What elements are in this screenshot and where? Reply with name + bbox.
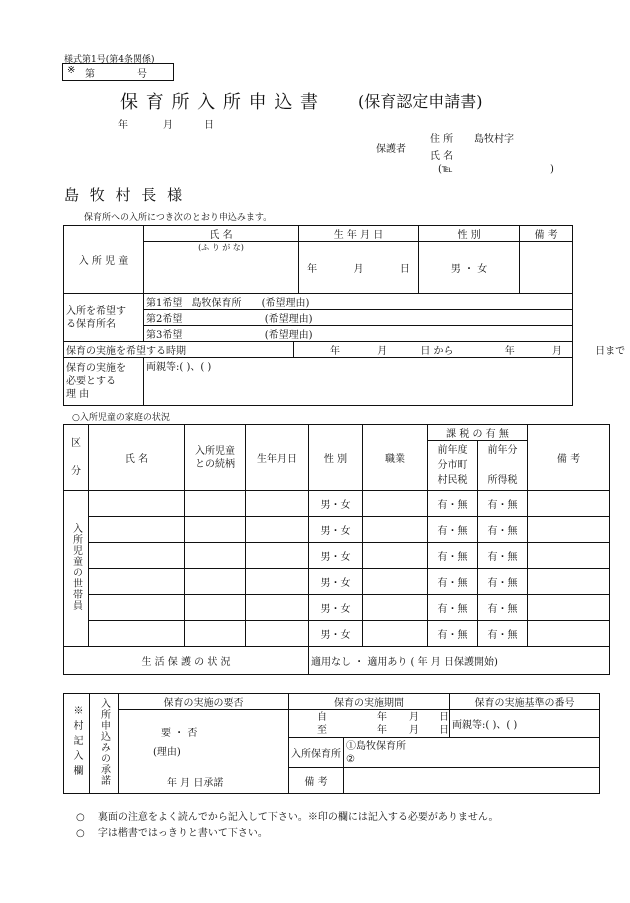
- period-from-month: 月: [377, 346, 388, 357]
- period-m: 月: [409, 711, 419, 723]
- birth-year: 年: [307, 264, 318, 275]
- footnote-text: 裏面の注意をよく読んでから記入して下さい。※印の欄には記入する必要がありません。: [97, 812, 499, 823]
- hh-job-cell[interactable]: [363, 595, 428, 621]
- hh-sex-cell[interactable]: 男・女: [309, 543, 363, 569]
- hh-job-cell[interactable]: [363, 569, 428, 595]
- hh-sex-cell[interactable]: 男・女: [309, 569, 363, 595]
- choice-rank: 第1希望: [146, 298, 183, 309]
- facility-2: ②: [346, 753, 355, 765]
- receipt-number-box[interactable]: [62, 63, 174, 81]
- hh-muni-cell[interactable]: 有・無: [428, 491, 478, 517]
- hh-name-cell[interactable]: [89, 569, 185, 595]
- period-from-year: 年: [330, 346, 340, 357]
- hh-birth-cell[interactable]: [246, 621, 309, 647]
- preferred-choice-3[interactable]: [144, 326, 573, 342]
- village-side-label-text: ※村記入欄: [71, 704, 82, 780]
- date-month: 月: [163, 120, 173, 131]
- hh-birth-cell[interactable]: [246, 517, 309, 543]
- period-d: 日: [439, 711, 449, 723]
- child-birth-field[interactable]: [299, 242, 419, 294]
- hh-notes-cell[interactable]: [528, 595, 610, 621]
- child-row-label: 入 所 児 童: [64, 226, 144, 294]
- period-from-day: 日 から: [420, 346, 454, 357]
- child-notes-field[interactable]: [520, 242, 573, 294]
- hh-group-label: [64, 491, 89, 647]
- village-notes-label: 備 考: [289, 768, 344, 794]
- hh-relation-cell[interactable]: [185, 595, 246, 621]
- period-to-day: 日まで: [595, 346, 626, 357]
- hh-income-cell[interactable]: 有・無: [478, 543, 528, 569]
- hh-sex-cell[interactable]: 男・女: [309, 491, 363, 517]
- facility-label: 入所保育所: [289, 738, 344, 768]
- hh-notes-header: 備 考: [528, 425, 610, 491]
- footnote-1: [76, 808, 499, 823]
- hh-name-header: 氏 名: [89, 425, 185, 491]
- hh-name-cell[interactable]: [89, 621, 185, 647]
- receipt-mark: ※: [67, 65, 76, 76]
- receipt-number-label: 第: [85, 69, 95, 80]
- hh-notes-cell[interactable]: [528, 517, 610, 543]
- hh-birth-cell[interactable]: [246, 491, 309, 517]
- table-row: [64, 491, 610, 517]
- hh-division-header: 区 分: [64, 425, 89, 491]
- hh-relation-cell[interactable]: [185, 517, 246, 543]
- hh-name-cell[interactable]: [89, 595, 185, 621]
- table-row: [64, 621, 610, 647]
- hh-job-cell[interactable]: [363, 621, 428, 647]
- hh-relation-header: 入所児童 との続柄: [185, 425, 246, 491]
- date-day: 日: [204, 120, 214, 131]
- date-year: 年: [118, 120, 128, 131]
- child-birth-header: 生 年 月 日: [299, 226, 419, 242]
- hh-tax-header: 課 税 の 有 無: [428, 425, 528, 441]
- choice-name: 島牧保育所: [191, 298, 242, 309]
- hh-muni-cell[interactable]: 有・無: [428, 569, 478, 595]
- choice-reason: (希望理由): [261, 298, 310, 309]
- choice-reason: (希望理由): [264, 330, 313, 341]
- hh-income-cell[interactable]: 有・無: [478, 491, 528, 517]
- hh-relation-cell[interactable]: [185, 543, 246, 569]
- hh-income-cell[interactable]: 有・無: [478, 621, 528, 647]
- hh-muni-cell[interactable]: 有・無: [428, 595, 478, 621]
- table-row: [64, 517, 610, 543]
- period-to-month: 月: [551, 346, 562, 357]
- need-header: 保育の実施の要否: [119, 694, 289, 710]
- child-sex-header: 性 別: [419, 226, 520, 242]
- footnote-text: 字は楷書ではっきりと書いて下さい。: [97, 828, 268, 839]
- welfare-field[interactable]: 適用なし ・ 適用あり ( 年 月 日保護開始): [309, 647, 610, 675]
- village-use-table: [63, 693, 600, 794]
- reason-label-line3: 理 由: [66, 389, 90, 400]
- period-m: 月: [409, 724, 419, 736]
- period-header: 保育の実施期間: [289, 694, 450, 710]
- period-from: 自: [317, 711, 327, 723]
- hh-sex-header: 性 別: [309, 425, 363, 491]
- hh-income-cell[interactable]: 有・無: [478, 569, 528, 595]
- child-name-header: 氏 名: [144, 226, 299, 242]
- child-notes-header: 備 考: [520, 226, 573, 242]
- standard-field[interactable]: 両親等:( )、( ): [450, 710, 600, 738]
- birth-day: 日: [399, 264, 410, 275]
- child-sex-field[interactable]: 男 ・ 女: [419, 242, 520, 294]
- addressee: 島 牧 村 長 様: [64, 186, 186, 204]
- hh-income-cell[interactable]: 有・無: [478, 517, 528, 543]
- intro-text: 保育所への入所につき次のとおり申込みます。: [84, 213, 273, 223]
- reason-label-line1: 保育の実施を: [66, 363, 126, 374]
- preferred-choice-2[interactable]: [144, 310, 573, 326]
- table-row: [64, 543, 610, 569]
- hh-job-header: 職業: [363, 425, 428, 491]
- hh-name-cell[interactable]: [89, 491, 185, 517]
- reason-label-line2: 必要とする: [66, 376, 116, 387]
- hh-muni-cell[interactable]: 有・無: [428, 543, 478, 569]
- choice-rank: 第3希望: [146, 330, 183, 341]
- hh-sex-cell[interactable]: 男・女: [309, 595, 363, 621]
- guardian-address-label: 住 所: [430, 134, 454, 145]
- birth-month: 月: [353, 264, 364, 275]
- hh-birth-header: 生年月日: [246, 425, 309, 491]
- hh-birth-cell[interactable]: [246, 595, 309, 621]
- hh-birth-cell[interactable]: [246, 569, 309, 595]
- guardian-label: 保護者: [376, 144, 406, 155]
- hh-name-cell[interactable]: [89, 517, 185, 543]
- hh-birth-cell[interactable]: [246, 543, 309, 569]
- page-title: 保 育 所 入 所 申 込 書: [120, 92, 320, 113]
- hh-muni-cell[interactable]: 有・無: [428, 621, 478, 647]
- household-table: [63, 424, 610, 675]
- footnote-2: [76, 824, 268, 839]
- need-field[interactable]: [119, 710, 289, 794]
- hh-notes-cell[interactable]: [528, 491, 610, 517]
- reason-field[interactable]: 両親等:( )、( ): [144, 358, 573, 406]
- period-y: 年: [377, 724, 387, 736]
- application-table: [63, 225, 626, 406]
- standard-header: 保育の実施基準の番号: [450, 694, 600, 710]
- hh-name-cell[interactable]: [89, 543, 185, 569]
- hh-notes-cell[interactable]: [528, 621, 610, 647]
- hh-sex-cell[interactable]: 男・女: [309, 517, 363, 543]
- period-to-year: 年: [504, 346, 515, 357]
- village-notes-field[interactable]: [344, 768, 600, 794]
- guardian-address-value[interactable]: 島牧村字: [474, 134, 514, 145]
- facility-field[interactable]: [344, 738, 600, 768]
- hh-sex-cell[interactable]: 男・女: [309, 621, 363, 647]
- guardian-tel-open: (℡: [438, 164, 453, 175]
- footnote-mark: ○: [76, 828, 85, 839]
- guardian-tel-close: ): [550, 164, 554, 175]
- choice-reason: (希望理由): [264, 314, 313, 325]
- receipt-number-suffix: 号: [137, 69, 147, 80]
- facility-1: ①島牧保育所: [346, 740, 406, 752]
- hh-relation-cell[interactable]: [185, 491, 246, 517]
- preferred-label: [64, 294, 144, 342]
- hh-job-cell[interactable]: [363, 517, 428, 543]
- approval-label-text: 入所申込みの承諾: [98, 698, 110, 786]
- need-value: 要 ・ 否: [161, 728, 198, 739]
- reason-label: [64, 358, 144, 406]
- hh-notes-cell[interactable]: [528, 543, 610, 569]
- hh-tax-income-header: 前年分 所得税: [478, 441, 528, 491]
- furigana-label: (ふ り が な): [198, 243, 244, 252]
- period-field[interactable]: [294, 342, 626, 358]
- preferred-choice-1[interactable]: [144, 294, 573, 310]
- choice-rank: 第2希望: [146, 314, 183, 325]
- household-section-title: ○入所児童の家庭の状況: [72, 413, 170, 423]
- hh-income-cell[interactable]: 有・無: [478, 595, 528, 621]
- period-d: 日: [439, 724, 449, 736]
- need-reason: (理由): [153, 747, 181, 758]
- hh-group-label-text: 入所児童の世帯員: [70, 523, 82, 611]
- approval-label: [90, 694, 119, 794]
- hh-job-cell[interactable]: [363, 491, 428, 517]
- period-label: 保育の実施を希望する時期: [64, 342, 294, 358]
- hh-notes-cell[interactable]: [528, 569, 610, 595]
- page-subtitle: (保育認定申請書): [358, 92, 483, 111]
- child-name-field[interactable]: [144, 242, 299, 294]
- period-to: 至: [317, 724, 327, 736]
- period-y: 年: [377, 711, 387, 723]
- form-id: 様式第1号(第4条関係): [64, 55, 155, 65]
- guardian-name-label: 氏 名: [430, 151, 454, 162]
- hh-muni-cell[interactable]: 有・無: [428, 517, 478, 543]
- hh-job-cell[interactable]: [363, 543, 428, 569]
- table-row: [64, 595, 610, 621]
- village-side-label: [64, 694, 90, 794]
- table-row: [64, 569, 610, 595]
- need-date: 年 月 日承諾: [167, 778, 224, 789]
- preferred-label-line1: 入所を希望す: [66, 305, 126, 317]
- hh-relation-cell[interactable]: [185, 569, 246, 595]
- hh-relation-cell[interactable]: [185, 621, 246, 647]
- footnote-mark: ○: [76, 812, 85, 823]
- period-field[interactable]: [289, 710, 450, 738]
- preferred-label-line2: る保育所名: [66, 318, 116, 330]
- hh-tax-muni-header: 前年度 分市町 村民税: [428, 441, 478, 491]
- welfare-label: 生 活 保 護 の 状 況: [64, 647, 309, 675]
